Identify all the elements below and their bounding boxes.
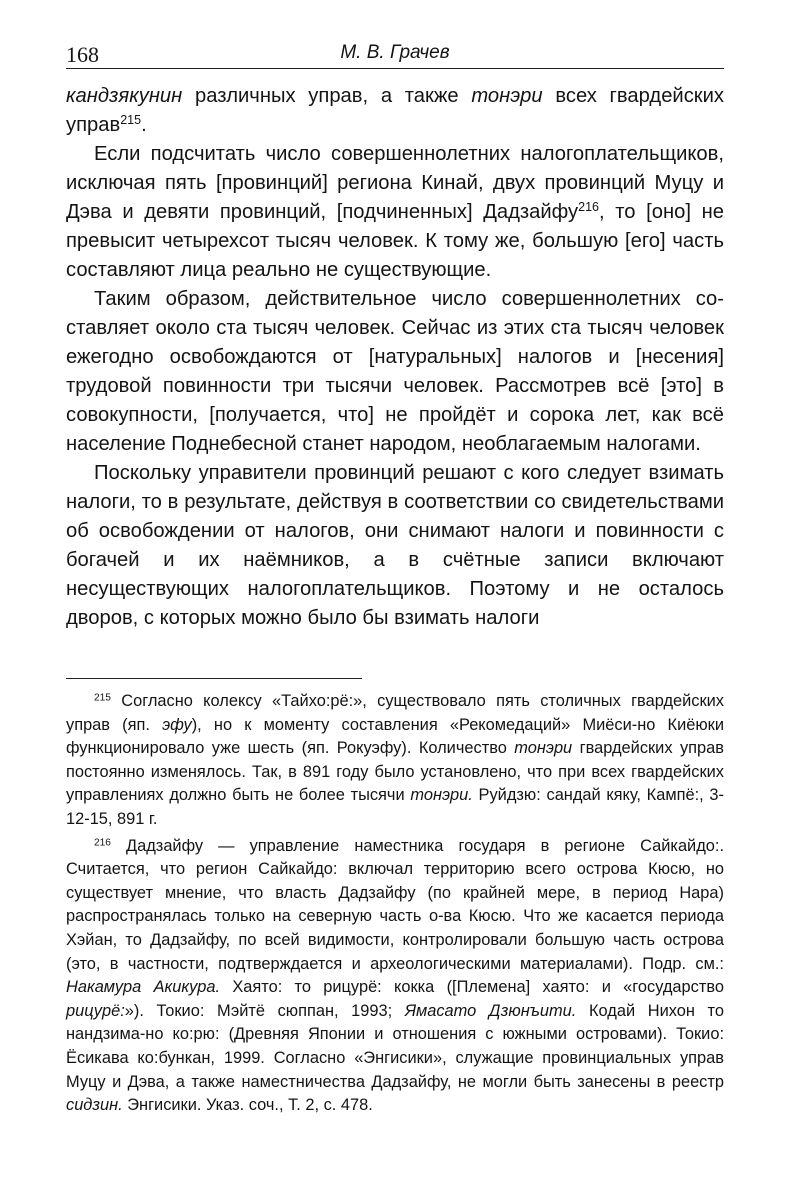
italic-text: эфу [162,715,192,734]
footnote [66,690,724,832]
page-number: 168 [66,42,99,67]
text-run: . [141,114,147,136]
text-run: Таким образом, действительное число совершеннолетних составляет около ста тысяч человек. Сейчас из этих ста тысяч человек ежегодно освобождаются от [натуральных] налогов и [несения] трудовой повинности три тысячи человек. Рассмотрев всё [это] в совокупности, [получается, что] не пройдёт и сорока лет, как всё население Поднебесной станет народом, необлагаемым налогами. [66,288,724,455]
footnote-ref: 215 [94,692,111,704]
italic-text: кандзякунин [66,85,183,107]
text-run: »). Токио: Мэйтё сюппан, 1993; [124,1001,405,1020]
footnote-ref: 216 [578,200,600,215]
running-head: М. В. Грачев [340,42,450,63]
paragraph [66,140,724,285]
footnote-ref: 215 [120,113,142,128]
paragraph [66,285,724,459]
text-run: Согласно колексу «Тайхо:рё:», существовало пять столичных гвардейских управ (яп. [66,692,724,734]
italic-text: тонэри [471,85,543,107]
text-run: гвардейских управ постоянно изменялось. Так, в 891 году было установлено, что при всех гвардейских управлениях должно быть не более тысячи [66,739,724,805]
footnote-ref: 216 [94,836,111,848]
text-run: Руйдзю: сандай кяку, Кампё:, 3-12-15, 891 г. [66,786,724,828]
text-run: Поскольку управители провинций решают с кого следует взимать налоги, то в результате, действуя в соответствии со свидетельствами об освобождении от налогов, они снимают налоги и повинности с богачей и их наёмников, а в счётные записи включают несуществующих налогоплательщиков. Поэтому и не осталось дворов, с которых можно было бы взимать налоги [66,462,724,629]
page-header [66,30,724,69]
paragraph [66,82,724,140]
italic-text: Ямасато Дзюнъити. [404,1001,577,1020]
main-text [66,82,724,633]
text-run: всех гвардейских управ [66,85,724,136]
footnote [66,835,724,1118]
footnotes [66,690,724,1118]
italic-text: Накамура Акикура. [66,978,221,997]
italic-text: сидзин. [66,1096,123,1115]
text-run: Кодай Нихон то нандзима-но ко:рю: (Древняя Японии и отношения с южными островами). Токио: Ёсикава ко:бункан, 1999. Согласно «Энгисики», служащие провинциальных управ Муцу и Дэва, а также наместничества Дадзайфу, не могли быть занесены в реестр [66,1001,724,1091]
italic-text: тонэри. [410,786,473,805]
italic-text: тонэри [514,739,573,758]
italic-text: рицурё: [66,1001,125,1020]
text-run: ), но к моменту составления «Рекомедаций» Миёси-но Киёюки функционировало уже шесть (яп. Рокуэфу). Количество [66,715,724,758]
text-run: Если подсчитать число совершеннолетних налогоплательщиков, исключая пять [провинций] региона Кинай, двух провинций Муцу и Дэва и девяти провинций, [подчиненных] Дадзайфу [66,143,724,223]
text-run: , то [оно] не превысит четырехсот тысяч человек. К тому же, большую [его] часть составляют лица реально не существующие. [66,201,724,281]
text-run: различных управ, а также [182,85,472,107]
text-run: Хаято: то рицурё: кокка ([Племена] хаято: и «государство [220,978,724,997]
text-run: Дадзайфу — управление наместника государя в регионе Сайкайдо:. Считается, что регион Сайкайдо: включал территорию всего острова Кюсю, но существует мнение, что власть Дадзайфу (по крайней мере, в период Нара) распространялась только на северную часть о-ва Кюсю. Что же касается периода Хэйан, то Дадзайфу, по всей видимости, контролировали большую часть острова (это, в частности, подтверждается и археологическими материалами). Подр. см.: [66,836,724,973]
text-run: Энгисики. Указ. соч., Т. 2, с. 478. [122,1096,373,1115]
paragraph [66,459,724,633]
footnote-separator [66,678,362,679]
